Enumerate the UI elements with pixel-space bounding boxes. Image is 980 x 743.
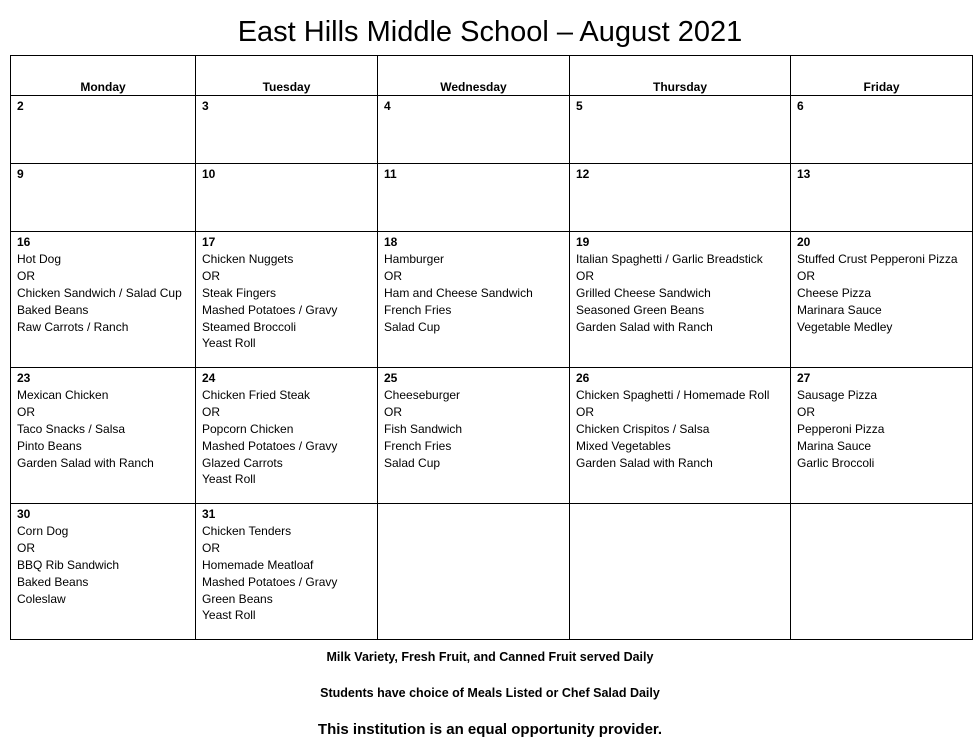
menu-item: Raw Carrots / Ranch — [17, 319, 129, 334]
menu-calendar — [10, 55, 973, 640]
menu-item: Grilled Cheese Sandwich — [576, 285, 711, 300]
day-cell — [378, 164, 570, 232]
menu-item: Sausage Pizza — [797, 387, 878, 402]
day-cell-content — [570, 504, 790, 506]
week-row — [11, 232, 973, 368]
menu-item: Pepperoni Pizza — [797, 421, 885, 436]
menu-item: Garlic Broccoli — [797, 455, 875, 470]
day-number: 11 — [384, 167, 397, 181]
menu-item: Salad Cup — [384, 455, 441, 470]
weekday-header-thursday: Thursday — [570, 56, 791, 96]
day-cell-content — [791, 164, 972, 183]
menu-item: Baked Beans — [17, 574, 89, 589]
menu-item: Taco Snacks / Salsa — [17, 421, 126, 436]
day-cell — [791, 504, 973, 640]
menu-item: Garden Salad with Ranch — [17, 455, 154, 470]
day-cell-content — [570, 232, 790, 335]
day-cell-content — [378, 504, 569, 506]
menu-or-separator: OR — [384, 404, 402, 419]
menu-item: Chicken Tenders — [202, 523, 292, 538]
menu-item: Glazed Carrots — [202, 455, 283, 470]
menu-item: Yeast Roll — [202, 336, 256, 351]
day-cell-content — [11, 504, 195, 607]
day-number: 10 — [202, 167, 216, 181]
day-cell — [196, 368, 378, 504]
day-cell — [791, 232, 973, 368]
day-number: 31 — [202, 507, 216, 521]
day-cell — [378, 96, 570, 164]
day-number: 3 — [202, 99, 209, 113]
menu-item: Chicken Nuggets — [202, 251, 294, 266]
day-cell — [570, 504, 791, 640]
week-row — [11, 368, 973, 504]
menu-item: Marinara Sauce — [797, 302, 882, 317]
week-row — [11, 164, 973, 232]
menu-item: Mixed Vegetables — [576, 438, 671, 453]
weekday-header-tuesday: Tuesday — [196, 56, 378, 96]
menu-item: Hamburger — [384, 251, 445, 266]
day-cell — [570, 368, 791, 504]
day-number: 27 — [797, 371, 811, 385]
day-number: 16 — [17, 235, 31, 249]
menu-or-separator: OR — [202, 404, 220, 419]
day-cell-content — [378, 368, 569, 471]
week-row — [11, 96, 973, 164]
day-number: 30 — [17, 507, 31, 521]
day-number: 6 — [797, 99, 804, 113]
menu-item: Chicken Crispitos / Salsa — [576, 421, 710, 436]
menu-item: Chicken Fried Steak — [202, 387, 311, 402]
day-cell-content — [11, 232, 195, 335]
day-cell — [570, 96, 791, 164]
menu-item: Steak Fingers — [202, 285, 277, 300]
menu-item: Cheese Pizza — [797, 285, 872, 300]
menu-item: Vegetable Medley — [797, 319, 893, 334]
menu-or-separator: OR — [576, 404, 594, 419]
menu-item: Coleslaw — [17, 591, 66, 606]
day-cell-content — [378, 232, 569, 335]
menu-item: Stuffed Crust Pepperoni Pizza — [797, 251, 958, 266]
menu-item: Yeast Roll — [202, 608, 256, 623]
day-cell — [11, 96, 196, 164]
day-cell-content — [570, 164, 790, 183]
menu-item: Homemade Meatloaf — [202, 557, 314, 572]
day-cell-content — [196, 504, 377, 624]
menu-item: Green Beans — [202, 591, 273, 606]
menu-item: Fish Sandwich — [384, 421, 463, 436]
day-number: 9 — [17, 167, 24, 181]
menu-item: Baked Beans — [17, 302, 89, 317]
day-number: 13 — [797, 167, 811, 181]
menu-item: Italian Spaghetti / Garlic Breadstick — [576, 251, 763, 266]
day-cell-content — [196, 96, 377, 115]
day-cell-content — [791, 232, 972, 335]
day-cell-content — [791, 96, 972, 115]
menu-item: Steamed Broccoli — [202, 319, 297, 334]
weekday-header-friday: Friday — [791, 56, 973, 96]
day-number: 17 — [202, 235, 216, 249]
menu-item: Mexican Chicken — [17, 387, 109, 402]
menu-item: Chicken Sandwich / Salad Cup — [17, 285, 182, 300]
menu-or-separator: OR — [797, 268, 815, 283]
day-cell-content — [570, 368, 790, 471]
day-cell-content — [196, 232, 377, 352]
day-cell — [11, 164, 196, 232]
day-cell — [570, 232, 791, 368]
menu-item: Marina Sauce — [797, 438, 872, 453]
day-cell-content — [791, 504, 972, 506]
menu-item: Corn Dog — [17, 523, 69, 538]
day-number: 25 — [384, 371, 398, 385]
day-cell — [570, 164, 791, 232]
day-cell — [196, 504, 378, 640]
day-cell — [11, 232, 196, 368]
menu-item: Chicken Spaghetti / Homemade Roll — [576, 387, 770, 402]
day-cell-content — [196, 368, 377, 488]
day-cell-content — [791, 368, 972, 471]
day-number: 24 — [202, 371, 216, 385]
day-cell-content — [11, 164, 195, 183]
menu-or-separator: OR — [17, 540, 35, 555]
day-cell — [11, 504, 196, 640]
menu-item: Garden Salad with Ranch — [576, 455, 713, 470]
footer-equal-opportunity: This institution is an equal opportunity provider. — [317, 721, 663, 738]
day-cell-content — [11, 368, 195, 471]
menu-item: Ham and Cheese Sandwich — [384, 285, 533, 300]
day-cell — [378, 232, 570, 368]
page-title: East Hills Middle School – August 2021 — [237, 16, 743, 48]
menu-item: French Fries — [384, 438, 452, 453]
day-number: 18 — [384, 235, 398, 249]
menu-item: French Fries — [384, 302, 452, 317]
day-cell-content — [196, 164, 377, 183]
day-cell — [378, 504, 570, 640]
day-cell — [791, 96, 973, 164]
day-number: 5 — [576, 99, 583, 113]
day-number: 2 — [17, 99, 24, 113]
menu-or-separator: OR — [384, 268, 402, 283]
menu-item: Mashed Potatoes / Gravy — [202, 438, 338, 453]
day-number: 26 — [576, 371, 590, 385]
day-number: 19 — [576, 235, 590, 249]
menu-or-separator: OR — [17, 404, 35, 419]
footer-daily-sides: Milk Variety, Fresh Fruit, and Canned Fruit served Daily — [326, 650, 654, 664]
day-number: 23 — [17, 371, 31, 385]
week-row — [11, 504, 973, 640]
menu-item: Cheeseburger — [384, 387, 461, 402]
day-cell-content — [570, 96, 790, 115]
day-cell-content — [378, 164, 569, 183]
menu-item: Hot Dog — [17, 251, 62, 266]
day-cell — [378, 368, 570, 504]
menu-item: Salad Cup — [384, 319, 441, 334]
menu-or-separator: OR — [797, 404, 815, 419]
weekday-header-monday: Monday — [11, 56, 196, 96]
day-cell — [196, 96, 378, 164]
day-cell — [196, 164, 378, 232]
menu-item: Mashed Potatoes / Gravy — [202, 574, 338, 589]
menu-or-separator: OR — [202, 268, 220, 283]
menu-or-separator: OR — [202, 540, 220, 555]
day-cell — [791, 368, 973, 504]
day-cell — [791, 164, 973, 232]
day-cell — [196, 232, 378, 368]
menu-item: Seasoned Green Beans — [576, 302, 705, 317]
menu-item: BBQ Rib Sandwich — [17, 557, 120, 572]
menu-item: Mashed Potatoes / Gravy — [202, 302, 338, 317]
menu-item: Pinto Beans — [17, 438, 82, 453]
weekday-header-row — [11, 56, 973, 96]
menu-or-separator: OR — [17, 268, 35, 283]
day-cell — [11, 368, 196, 504]
menu-item: Garden Salad with Ranch — [576, 319, 713, 334]
day-cell-content — [378, 96, 569, 115]
weekday-header-wednesday: Wednesday — [378, 56, 570, 96]
day-number: 20 — [797, 235, 811, 249]
day-number: 4 — [384, 99, 391, 113]
menu-or-separator: OR — [576, 268, 594, 283]
day-number: 12 — [576, 167, 590, 181]
menu-item: Popcorn Chicken — [202, 421, 294, 436]
footer-meal-choice: Students have choice of Meals Listed or Chef Salad Daily — [320, 686, 660, 700]
day-cell-content — [11, 96, 195, 115]
menu-item: Yeast Roll — [202, 472, 256, 487]
